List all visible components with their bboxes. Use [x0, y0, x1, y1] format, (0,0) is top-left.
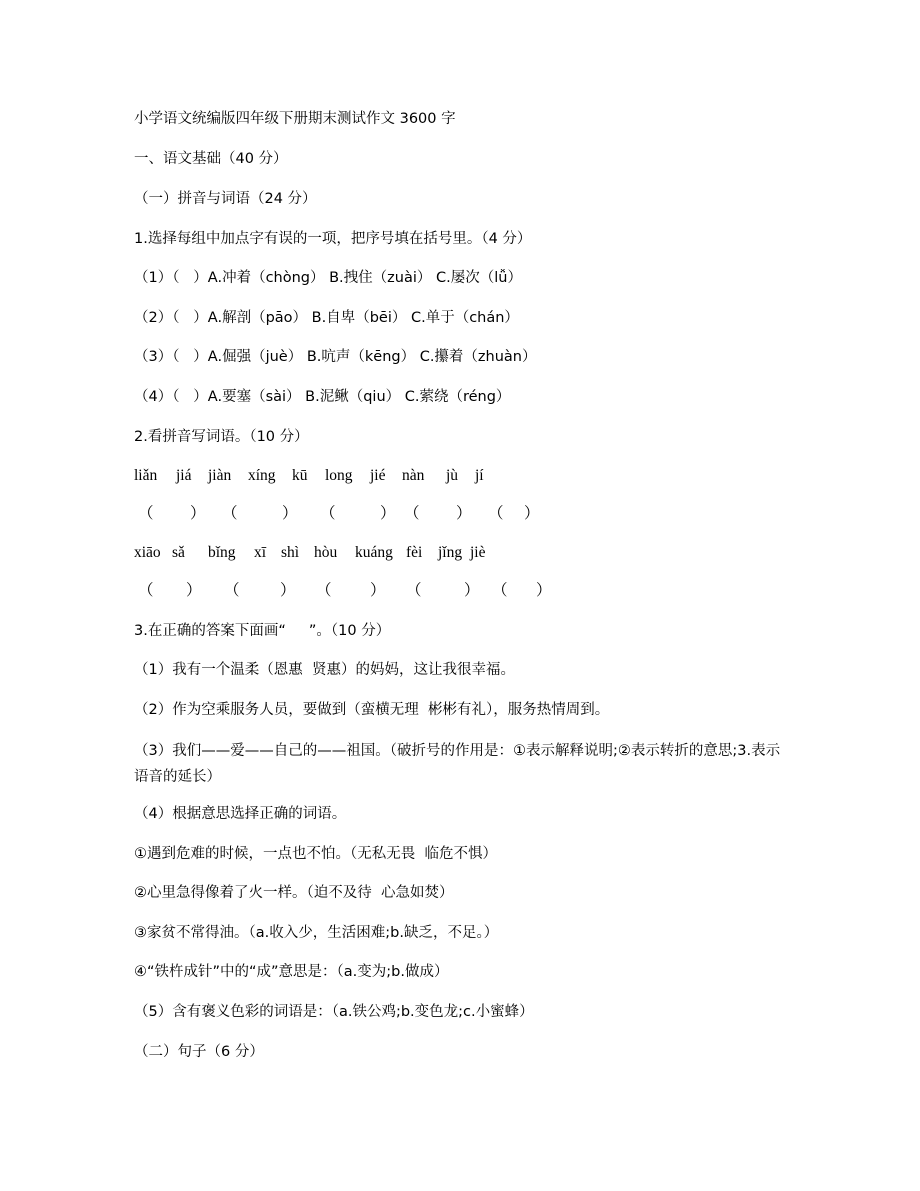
document-title: 小学语文统编版四年级下册期末测试作文 3600 字	[134, 111, 456, 127]
question-item: （4）根据意思选择正确的词语。	[134, 806, 347, 822]
paren: ）	[380, 505, 396, 522]
question-item: ①遇到危难的时候，一点也不怕。（无私无畏 临危不惧）	[134, 846, 497, 862]
paren: ）	[536, 582, 552, 599]
section-heading: 一、语文基础（40 分）	[134, 151, 288, 167]
pinyin: hòu	[314, 544, 338, 561]
paren: ）	[282, 505, 298, 522]
pinyin: xī	[254, 544, 267, 561]
question-item: （3）（ ）A.倔强（juè） B.吭声（kēng） C.攥着（zhuàn）	[134, 349, 537, 365]
question-stem: 3.在正确的答案下面画“ ”。（10 分）	[134, 623, 391, 639]
question-item: ④“铁杵成针”中的“成”意思是：（a.变为;b.做成）	[134, 964, 449, 980]
pinyin: jǐng	[438, 544, 463, 561]
question-item: ③家贫不常得油。（a.收入少，生活困难;b.缺乏，不足。）	[134, 925, 499, 941]
paren: ）	[456, 505, 472, 522]
pinyin: jiá	[176, 467, 192, 484]
question-item: （2）（ ）A.解剖（pāo） B.自卑（bēi） C.单于（chán）	[134, 310, 519, 326]
paren: （	[224, 582, 240, 599]
paren: （	[222, 505, 238, 522]
pinyin: kuáng	[355, 544, 393, 561]
pinyin: jiè	[470, 544, 486, 561]
paren: （	[320, 505, 336, 522]
paren: （	[406, 582, 422, 599]
paren: ）	[464, 582, 480, 599]
pinyin: fèi	[406, 544, 423, 561]
pinyin: shì	[281, 544, 300, 561]
paren: （	[316, 582, 332, 599]
pinyin: nàn	[402, 467, 425, 484]
pinyin: liǎn	[134, 467, 158, 484]
paren: ）	[280, 582, 296, 599]
pinyin: kū	[292, 467, 308, 484]
question-item: （3）我们——爱——自己的——祖国。（破折号的作用是：①表示解释说明;②表示转折的意思;3.表示语音的延长）	[134, 743, 781, 785]
question-item: （2）作为空乘服务人员，要做到（蛮横无理 彬彬有礼），服务热情周到。	[134, 702, 610, 718]
question-item: （1）我有一个温柔（恩惠 贤惠）的妈妈，这让我很幸福。	[134, 662, 515, 678]
paren: （	[138, 582, 154, 599]
pinyin: jù	[446, 467, 459, 484]
paren: ）	[524, 505, 540, 522]
paren: ）	[190, 505, 206, 522]
subsection-heading: （二）句子（6 分）	[134, 1044, 264, 1060]
pinyin: jiàn	[208, 467, 232, 484]
pinyin: xiāo	[134, 544, 161, 561]
pinyin: bǐng	[208, 544, 236, 561]
paren: （	[488, 505, 504, 522]
question-item: （5）含有褒义色彩的词语是：（a.铁公鸡;b.变色龙;c.小蜜蜂）	[134, 1004, 534, 1020]
paren: ）	[370, 582, 386, 599]
paren: （	[404, 505, 420, 522]
question-stem: 2.看拼音写词语。（10 分）	[134, 429, 309, 445]
pinyin: jí	[475, 467, 484, 484]
question-item: （4）（ ）A.要塞（sài） B.泥鳅（qiu） C.萦绕（réng）	[134, 389, 511, 405]
paren: ）	[186, 582, 202, 599]
pinyin: long	[325, 467, 353, 484]
question-stem: 1.选择每组中加点字有误的一项，把序号填在括号里。（4 分）	[134, 231, 532, 247]
question-item: ②心里急得像着了火一样。（迫不及待 心急如焚）	[134, 885, 454, 901]
question-item: （1）（ ）A.冲着（chòng） B.拽住（zuài） C.屡次（lǚ）	[134, 270, 522, 286]
pinyin: jié	[370, 467, 386, 484]
paren: （	[138, 505, 154, 522]
pinyin: sǎ	[172, 544, 185, 561]
pinyin: xíng	[248, 467, 276, 484]
paren: （	[492, 582, 508, 599]
subsection-heading: （一）拼音与词语（24 分）	[134, 191, 317, 207]
